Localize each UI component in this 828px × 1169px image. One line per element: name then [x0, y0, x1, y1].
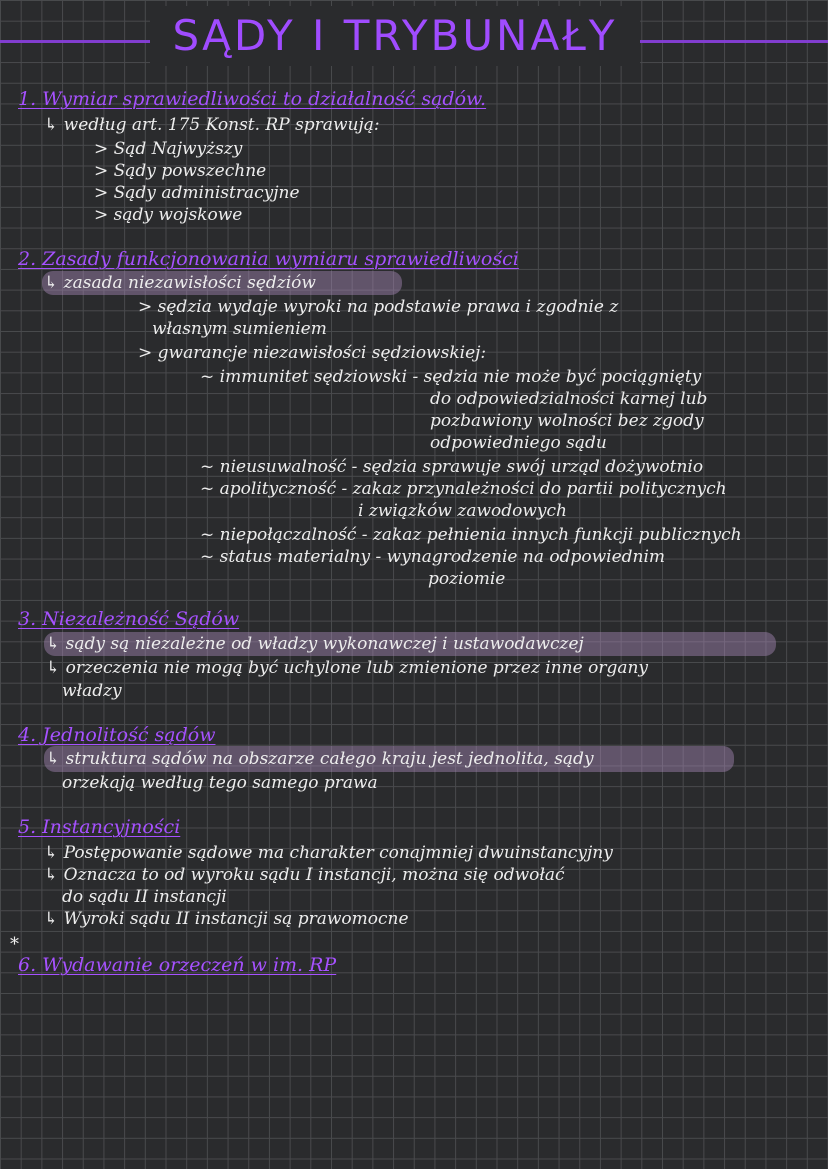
section-4-line: ↳ struktura sądów na obszarze całego kraju jest jednolita, sądy: [46, 749, 594, 769]
section-1-item: > sądy wojskowe: [94, 205, 243, 225]
section-1-heading: 1. Wymiar sprawiedliwości to działalność sądów.: [18, 88, 487, 110]
guarantee-line: ~ status materialny - wynagrodzenie na odpowiednim: [200, 547, 666, 567]
section-3-line: ↳ sądy są niezależne od władzy wykonawczej i ustawodawczej: [46, 634, 584, 654]
guarantee-line: pozbawiony wolności bez zgody: [430, 411, 704, 431]
guarantee-line: ~ apolityczność - zakaz przynależności do partii politycznych: [200, 479, 727, 499]
section-2-point: > gwarancje niezawisłości sędziowskiej:: [138, 343, 487, 363]
section-2-sub: ↳ zasada niezawisłości sędziów: [44, 273, 316, 293]
guarantee-line: do odpowiedzialności karnej lub: [430, 389, 708, 409]
section-2-heading: 2. Zasady funkcjonowania wymiaru sprawiedliwości: [18, 248, 519, 270]
section-2-point: > sędzia wydaje wyroki na podstawie prawa i zgodnie z: [138, 297, 619, 317]
section-2-point: własnym sumieniem: [152, 319, 327, 339]
section-6-heading: 6. Wydawanie orzeczeń w im. RP: [18, 954, 337, 976]
section-1-item: > Sądy administracyjne: [94, 183, 300, 203]
section-5-line: ↳ Postępowanie sądowe ma charakter conajmniej dwuinstancyjny: [44, 843, 613, 863]
section-3-line: ↳ orzeczenia nie mogą być uchylone lub zmienione przez inne organy: [46, 658, 649, 678]
section-5-line: do sądu II instancji: [62, 887, 227, 907]
section-5-line: ↳ Wyroki sądu II instancji są prawomocne: [44, 909, 409, 929]
guarantee-line: ~ nieusuwalność - sędzia sprawuje swój urząd dożywotnio: [200, 457, 704, 477]
section-3-line: władzy: [62, 681, 122, 701]
section-1-item: > Sąd Najwyższy: [94, 139, 243, 159]
guarantee-line: i związków zawodowych: [358, 501, 567, 521]
section-4-line: orzekają według tego samego prawa: [62, 773, 378, 793]
guarantee-line: ~ niepołączalność - zakaz pełnienia innych funkcji publicznych: [200, 525, 742, 545]
guarantee-line: poziomie: [428, 569, 506, 589]
page-title: SĄDY I TRYBUNAŁY: [150, 6, 640, 66]
guarantee-line: ~ immunitet sędziowski - sędzia nie może być pociągnięty: [200, 367, 702, 387]
section-1-item: > Sądy powszechne: [94, 161, 267, 181]
guarantee-line: odpowiedniego sądu: [430, 433, 607, 453]
section-5-line: ↳ Oznacza to od wyroku sądu I instancji, można się odwołać: [44, 865, 565, 885]
section-5-heading: 5. Instancyjności: [18, 816, 181, 838]
section-3-heading: 3. Niezależność Sądów: [18, 608, 240, 630]
section-1-sub: ↳ według art. 175 Konst. RP sprawują:: [44, 115, 380, 135]
asterisk-icon: *: [10, 934, 19, 955]
section-4-heading: 4. Jednolitość sądów: [18, 724, 216, 746]
